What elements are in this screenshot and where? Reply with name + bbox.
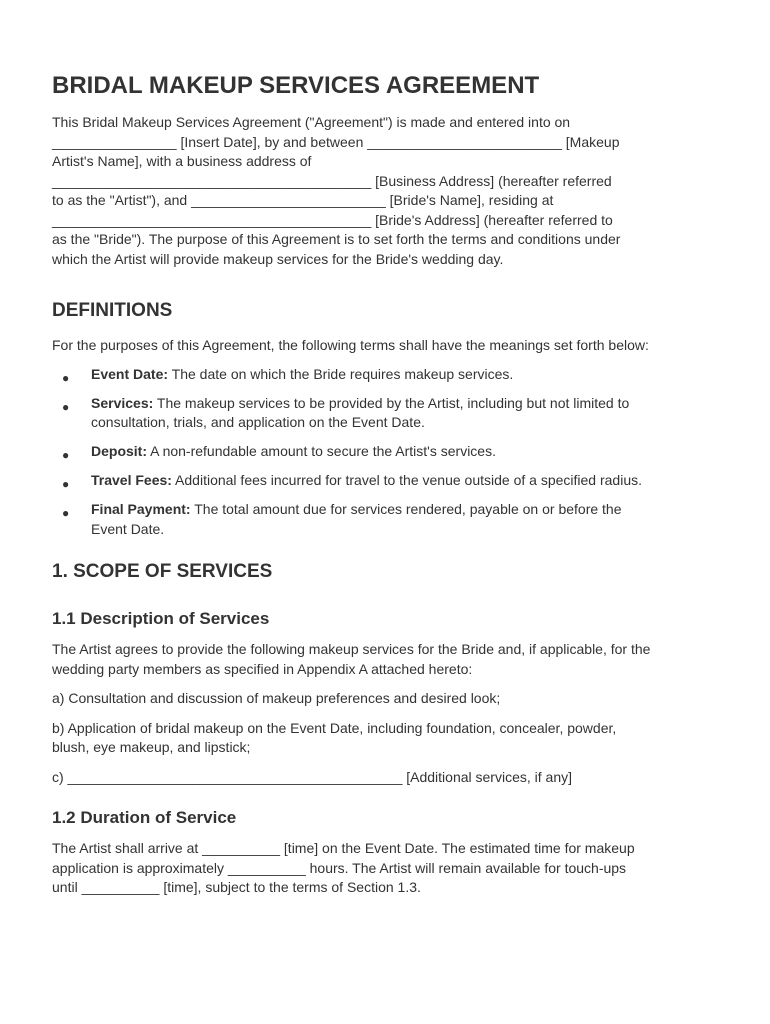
description-paragraph (52, 640, 720, 679)
definition-item-services (52, 394, 720, 433)
intro-line: as the "Bride"). The purpose of this Agreement is to set forth the terms and conditions under (52, 231, 621, 247)
definition-text: The date on which the Bride requires makeup services. (168, 365, 514, 382)
description-line: wedding party members as specified in Appendix A attached hereto: (52, 660, 473, 677)
service-item-b-line: blush, eye makeup, and lipstick; (52, 739, 251, 755)
definition-item-event-date (52, 365, 720, 385)
intro-paragraph (52, 113, 720, 269)
bullet-icon: ● (62, 370, 70, 385)
intro-line: This Bridal Makeup Services Agreement ("Agreement") is made and entered into on (52, 114, 571, 130)
duration-line: application is approximately __________ hours. The Artist will remain available for touch-ups (52, 859, 627, 876)
definition-item-final-payment (52, 500, 720, 539)
definition-text: Additional fees incurred for travel to the venue outside of a specified radius. (171, 472, 642, 488)
definition-text: consultation, trials, and application on the Event Date. (91, 414, 425, 430)
definition-text: A non-refundable amount to secure the Artist's services. (147, 443, 496, 459)
definitions-list (52, 365, 720, 540)
definition-item-deposit (52, 442, 720, 462)
definition-term: Services: (91, 394, 154, 411)
definition-text: The makeup services to be provided by the Artist, including but not limited to (153, 394, 630, 411)
service-item-b (52, 719, 720, 758)
intro-line: _________________________________________ [Bride's Address] (hereafter referred to (52, 211, 613, 228)
intro-line: which the Artist will provide makeup services for the Bride's wedding day. (52, 250, 504, 267)
intro-line: to as the "Artist"), and _________________________ [Bride's Name], residing at (52, 192, 554, 208)
duration-line: The Artist shall arrive at __________ [time] on the Event Date. The estimated time for makeup (52, 840, 635, 856)
definition-text: Event Date. (91, 520, 165, 537)
service-item-c: c) ___________________________________________ [Additional services, if any] (52, 768, 572, 785)
definition-term: Event Date: (91, 365, 169, 382)
definitions-intro: For the purposes of this Agreement, the following terms shall have the meanings set forth below: (52, 337, 649, 353)
service-item-b-line: b) Application of bridal makeup on the Event Date, including foundation, concealer, powder, (52, 719, 617, 736)
duration-paragraph (52, 839, 720, 898)
definition-term: Deposit: (91, 443, 147, 459)
bullet-icon: ● (62, 506, 70, 520)
definition-term: Final Payment: (91, 501, 191, 517)
document-page (52, 72, 720, 898)
definition-item-travel-fees (52, 471, 720, 491)
intro-line: _________________________________________ [Business Address] (hereafter referred (52, 172, 612, 189)
bullet-icon: ● (62, 448, 70, 462)
intro-line: ________________ [Insert Date], by and between _________________________ [Makeup (52, 133, 620, 150)
bullet-icon: ● (62, 477, 70, 491)
duration-heading: 1.2 Duration of Service (52, 808, 237, 827)
service-item-a: a) Consultation and discussion of makeup preferences and desired look; (52, 690, 501, 706)
scope-heading: 1. SCOPE OF SERVICES (52, 561, 273, 582)
description-line: The Artist agrees to provide the following makeup services for the Bride and, if applicable, for the (52, 641, 651, 657)
definitions-heading: DEFINITIONS (52, 300, 173, 321)
bullet-icon: ● (62, 399, 70, 414)
document-title: BRIDAL MAKEUP SERVICES AGREEMENT (52, 72, 540, 99)
duration-line: until __________ [time], subject to the terms of Section 1.3. (52, 879, 421, 895)
intro-line: Artist's Name], with a business address of (52, 153, 312, 169)
definition-text: The total amount due for services rendered, payable on or before the (190, 501, 622, 517)
description-heading: 1.1 Description of Services (52, 609, 270, 628)
definition-term: Travel Fees: (91, 472, 172, 488)
